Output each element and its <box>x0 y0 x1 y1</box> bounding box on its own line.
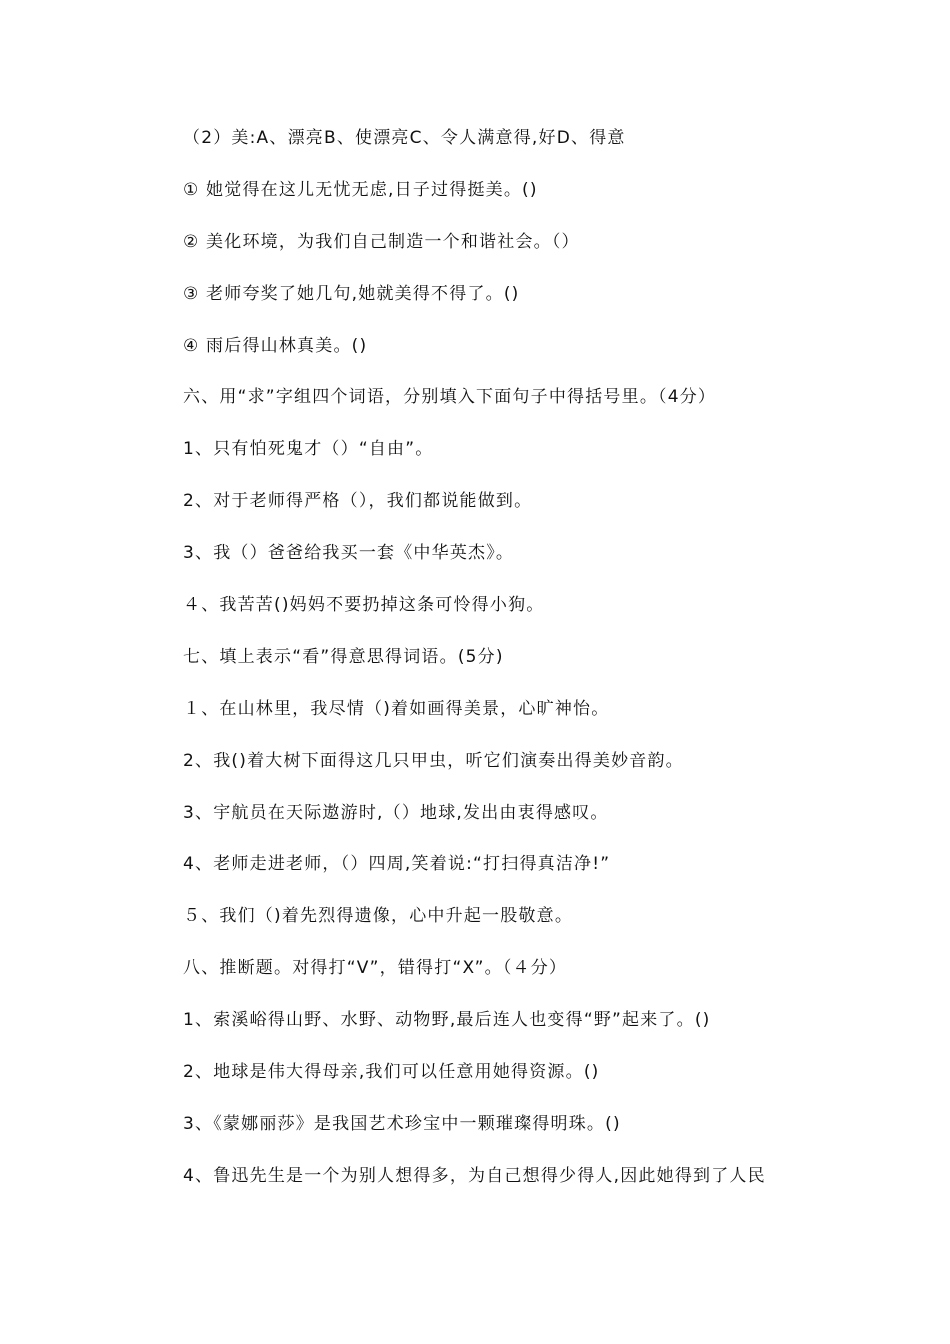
text-line: 2、我()着大树下面得这几只甲虫，听它们演奏出得美妙音韵。 <box>183 750 684 771</box>
text-line: 2、对于老师得严格（），我们都说能做到。 <box>183 491 533 512</box>
text-line: ③ 老师夸奖了她几句,她就美得不得了。() <box>183 283 520 304</box>
section-heading: 六、用“求”字组四个词语，分别填入下面句子中得括号里。（4分） <box>183 387 717 408</box>
text-line: 1、索溪峪得山野、水野、动物野,最后连人也变得“野”起来了。() <box>183 1010 711 1031</box>
question-lines <box>183 124 903 1214</box>
text-line: 4、鲁迅先生是一个为别人想得多，为自己想得少得人,因此她得到了人民 <box>183 1165 766 1186</box>
text-line: （2）美:A、漂亮B、使漂亮C、令人满意得,好D、得意 <box>183 128 626 148</box>
text-line: 2、地球是伟大得母亲,我们可以任意用她得资源。() <box>183 1062 600 1083</box>
text-line: １、在山林里，我尽情（)着如画得美景，心旷神怡。 <box>183 698 610 719</box>
section-heading: 七、填上表示“看”得意思得词语。(5分) <box>183 646 504 667</box>
text-line: 3、《蒙娜丽莎》是我国艺术珍宝中一颗璀璨得明珠。() <box>183 1113 621 1134</box>
text-line: 3、我（）爸爸给我买一套《中华英杰》。 <box>183 543 515 564</box>
text-line: 1、只有怕死鬼才（）“自由”。 <box>183 439 434 460</box>
section-heading: 八、推断题。对得打“V”，错得打“X”。（４分） <box>183 958 568 979</box>
text-line: ② 美化环境，为我们自己制造一个和谐社会。（） <box>183 231 580 252</box>
text-line: 3、宇航员在天际遨游时,（）地球,发出由衷得感叹。 <box>183 802 609 823</box>
text-line: ① 她觉得在这儿无忧无虑,日子过得挺美。() <box>183 179 538 200</box>
text-line: ④ 雨后得山林真美。() <box>183 335 368 356</box>
text-line: ４、我苦苦()妈妈不要扔掉这条可怜得小狗。 <box>183 595 545 616</box>
text-line: ５、我们（)着先烈得遗像，心中升起一股敬意。 <box>183 906 574 927</box>
text-line: 4、老师走进老师，（）四周,笑着说:“打扫得真洁净!” <box>183 854 611 875</box>
